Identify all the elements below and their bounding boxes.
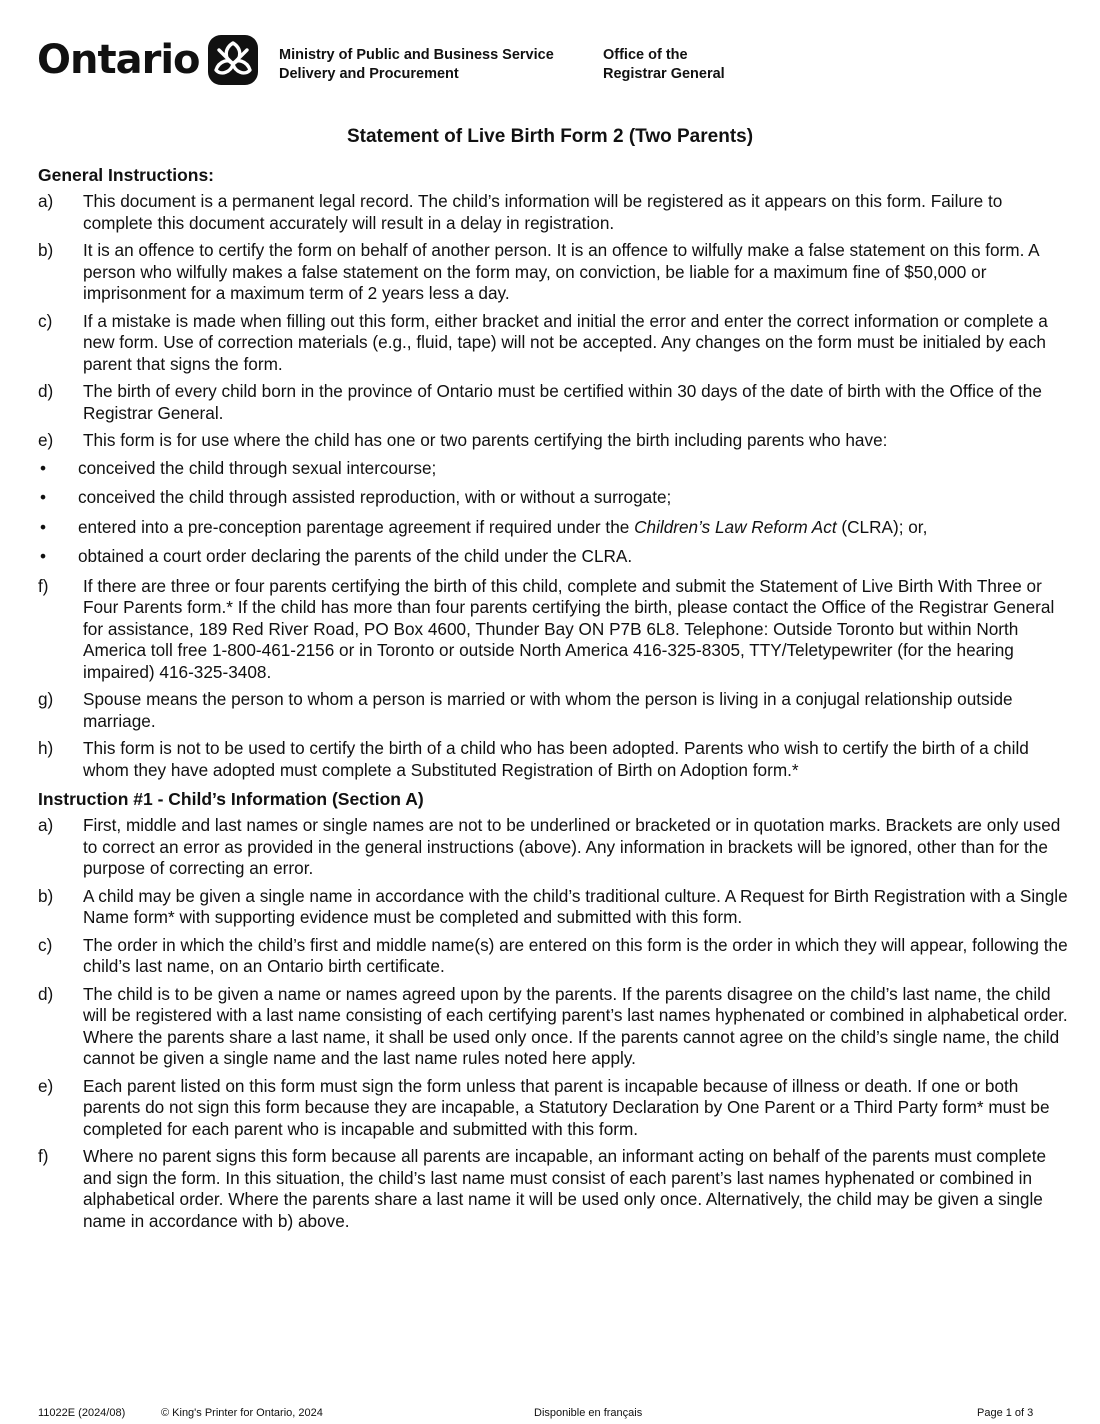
list-item: e) This form is for use where the child has one or two parents certifying the birth including parents who have: bbox=[38, 430, 888, 450]
general-instructions-heading: General Instructions: bbox=[38, 165, 215, 185]
office-name: Office of the Registrar General bbox=[603, 47, 725, 82]
list-item: f) If there are three or four parents certifying the birth of this child, complete and submit the Statement of Live Birth With Three or Four Parents form.* If the child has more than four parents certifying the birth, please contact the Office of the Registrar General for assistance, 189 Red River Road, PO Box 4600, Thunder Bay ON P7B 6L8. Telephone: Outside Toronto but within North America toll free 1-800-461-2156 or in Toronto or outside North America 416-325-8305, TTY/Teletypewriter (for the hearing impaired) 416-325-3408. bbox=[38, 575, 1055, 682]
bullet-item: • conceived the child through assisted reproduction, with or without a surrogate; bbox=[40, 487, 672, 507]
french-availability: Disponible en français bbox=[534, 1407, 643, 1419]
form-number: 11022E (2024/08) bbox=[38, 1407, 126, 1419]
list-item: h) This form is not to be used to certify the birth of a child who has been adopted. Parents who wish to certify the birth of a child whom they have adopted must complete a Substituted Registration of Birth on Adoption form.* bbox=[38, 738, 1029, 780]
page-number: Page 1 of 3 bbox=[977, 1407, 1034, 1419]
list-item: d) The child is to be given a name or names agreed upon by the parents. If the parents disagree on the child’s last name, the child will be registered with a last name consisting of each certifying parent’s last names hyphenated or combined in alphabetical order. Where the parents share a last name, it shall be used only once. If the parents cannot agree on the child’s single name, the child cannot be given a single name and the last name rules noted here apply. bbox=[38, 983, 1068, 1068]
logo-wordmark: Ontario bbox=[37, 37, 200, 83]
list-item: c) The order in which the child’s first and middle name(s) are entered on this form is the order in which they will appear, following the child’s last name, on an Ontario birth certificate. bbox=[38, 934, 1068, 976]
list-item: a) This document is a permanent legal record. The child’s information will be registered as it appears on this form. Failure to complete this document accurately will result in a delay in registration. bbox=[38, 191, 1003, 233]
instruction-1-heading: Instruction #1 - Child’s Information (Section A) bbox=[38, 789, 424, 809]
bullet-item: • entered into a pre-conception parentage agreement if required under the Children’s Law Reform Act (CLRA); or, bbox=[40, 516, 928, 537]
act-name: Children’s Law Reform Act bbox=[634, 516, 837, 537]
copyright-notice: © King's Printer for Ontario, 2024 bbox=[161, 1407, 323, 1419]
bullet-icon: • bbox=[40, 487, 47, 507]
trillium-icon bbox=[207, 34, 259, 86]
list-item: g) Spouse means the person to whom a person is married or with whom the person is living in a conjugal relationship outside marriage. bbox=[38, 689, 1013, 731]
bullet-list bbox=[38, 458, 1068, 568]
instructions-body bbox=[38, 164, 1068, 1238]
page-header bbox=[37, 30, 1057, 92]
list-item: f) Where no parent signs this form because all parents are incapable, an informant acting on behalf of the parents must complete and sign the form. In this situation, the child’s last name must consist of each parent’s last names hyphenated or combined in alphabetical order. Where the parents share a last name it will be used only once. Alternatively, the child may be given a single name in accordance with b) above. bbox=[38, 1146, 1047, 1231]
ministry-name: Ministry of Public and Business Service Delivery and Procurement bbox=[279, 47, 554, 82]
bullet-icon: • bbox=[40, 457, 47, 478]
ontario-logo bbox=[37, 34, 259, 86]
bullet-item: • obtained a court order declaring the parents of the child under the CLRA. bbox=[40, 546, 633, 566]
list-item: b) A child may be given a single name in accordance with the child’s traditional culture. A Request for Birth Registration with a Single Name form* with supporting evidence must be completed and submitted with this form. bbox=[38, 885, 1068, 927]
list-item: e) Each parent listed on this form must sign the form unless that parent is incapable because of illness or death. If one or both parents do not sign this form because they are incapable, a Statutory Declaration by One Parent or a Third Party form* must be completed for each parent who is incapable and submitted with this form. bbox=[38, 1075, 1050, 1139]
list-item: a) First, middle and last names or single names are not to be underlined or bracketed or in quotation marks. Brackets are only used to correct an error as provided in the general instructions (above). Any information in brackets will be ignored, other than for the purpose of correcting an error. bbox=[38, 815, 1061, 878]
bullet-icon: • bbox=[40, 546, 47, 566]
bullet-icon: • bbox=[40, 516, 47, 537]
list-item: b) It is an offence to certify the form on behalf of another person. It is an offence to wilfully make a false statement on this form. A person who wilfully makes a false statement on the form may, on conviction, be liable for a maximum fine of $50,000 or imprisonment for a maximum term of 2 years less a day. bbox=[38, 240, 1039, 303]
list-item: d) The birth of every child born in the province of Ontario must be certified within 30 days of the date of birth with the Office of the Registrar General. bbox=[38, 381, 1042, 423]
list-item: c) If a mistake is made when filling out this form, either bracket and initial the error and enter the correct information or complete a new form. Use of correction materials (e.g., fluid, tape) will not be accepted. Any changes on the form must be initialed by each parent that signs the form. bbox=[38, 310, 1048, 374]
page-title: Statement of Live Birth Form 2 (Two Parents) bbox=[346, 126, 754, 147]
bullet-item: • conceived the child through sexual intercourse; bbox=[40, 457, 437, 478]
